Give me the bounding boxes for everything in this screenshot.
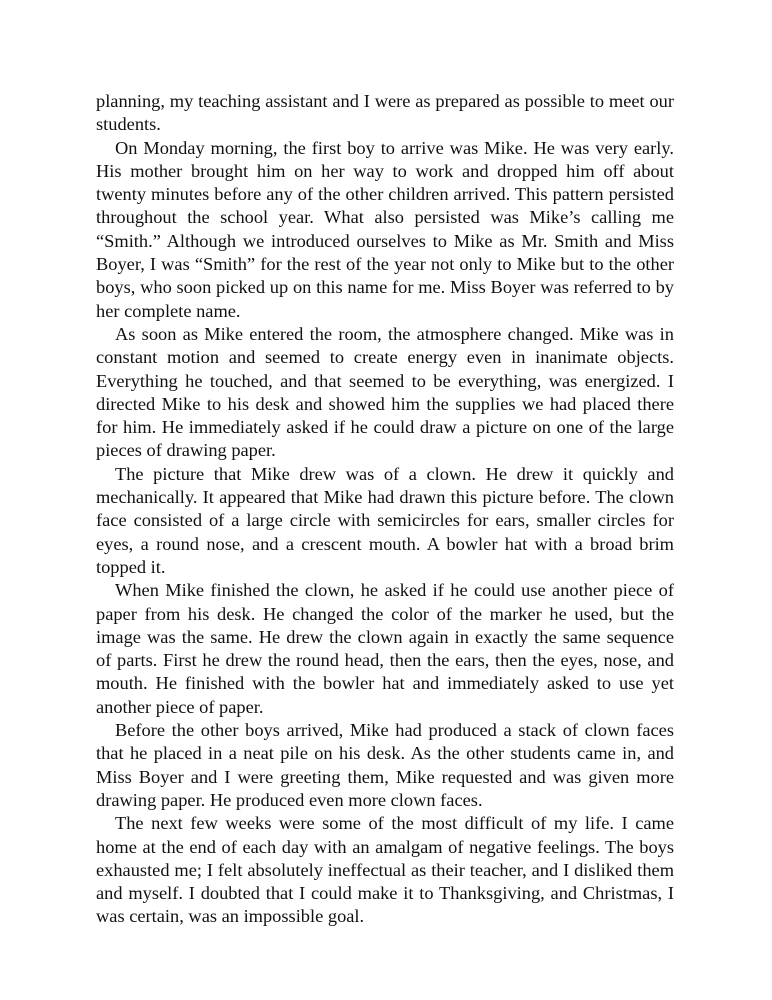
paragraph-clown-picture: The picture that Mike drew was of a clown. He drew it quickly and mechanically. It appeared that Mike had drawn this picture before. The clown face consisted of a large circle with semicircles for ears, smaller circles for eyes, a round nose, and a crescent mouth. A bowler hat with a broad brim topped it. <box>96 463 674 577</box>
paragraph-atmosphere-changed: As soon as Mike entered the room, the atmosphere changed. Mike was in constant motion and seemed to create energy even in inanimate objects. Everything he touched, and that seemed to be everything, was energized. I directed Mike to his desk and showed him the supplies we had placed there for him. He immediately asked if he could draw a picture on one of the large pieces of drawing paper. <box>96 323 674 461</box>
paragraph-another-piece: When Mike finished the clown, he asked if he could use another piece of paper from his desk. He changed the color of the marker he used, but the image was the same. He drew the clown again in exactly the same sequence of parts. First he drew the round head, then the ears, then the eyes, nose, and mouth. He finished with the bowler hat and immediately asked to use yet another piece of paper. <box>96 580 674 717</box>
paragraph-monday-morning: On Monday morning, the first boy to arrive was Mike. He was very early. His mother brought him on her way to work and dropped him off about twenty minutes before any of the other children arrived. This pattern persisted throughout the school year. What also persisted was Mike’s calling me “Smith.” Although we introduced ourselves to Mike as Mr. Smith and Miss Boyer, I was “Smith” for the rest of the year not only to Mike but to the other boys, who soon picked up on this name for me. Miss Boyer was referred to by her complete name. <box>96 137 674 321</box>
paragraph-stack-of-clowns: Before the other boys arrived, Mike had produced a stack of clown faces that he placed in a neat pile on his desk. As the other students came in, and Miss Boyer and I were greeting them, Mike requested and was given more drawing paper. He produced even more clown faces. <box>96 720 674 810</box>
paragraph-difficult-weeks: The next few weeks were some of the most difficult of my life. I came home at the end of each day with an amalgam of negative feelings. The boys exhausted me; I felt absolutely ineffectual as their teacher, and I disliked them and myself. I doubted that I could make it to Thanksgiving, and Christmas, I was certain, was an impossible goal. <box>96 813 674 927</box>
paragraph-continued: planning, my teaching assistant and I were as prepared as possible to meet our students. <box>96 91 674 135</box>
document-page <box>96 90 674 929</box>
